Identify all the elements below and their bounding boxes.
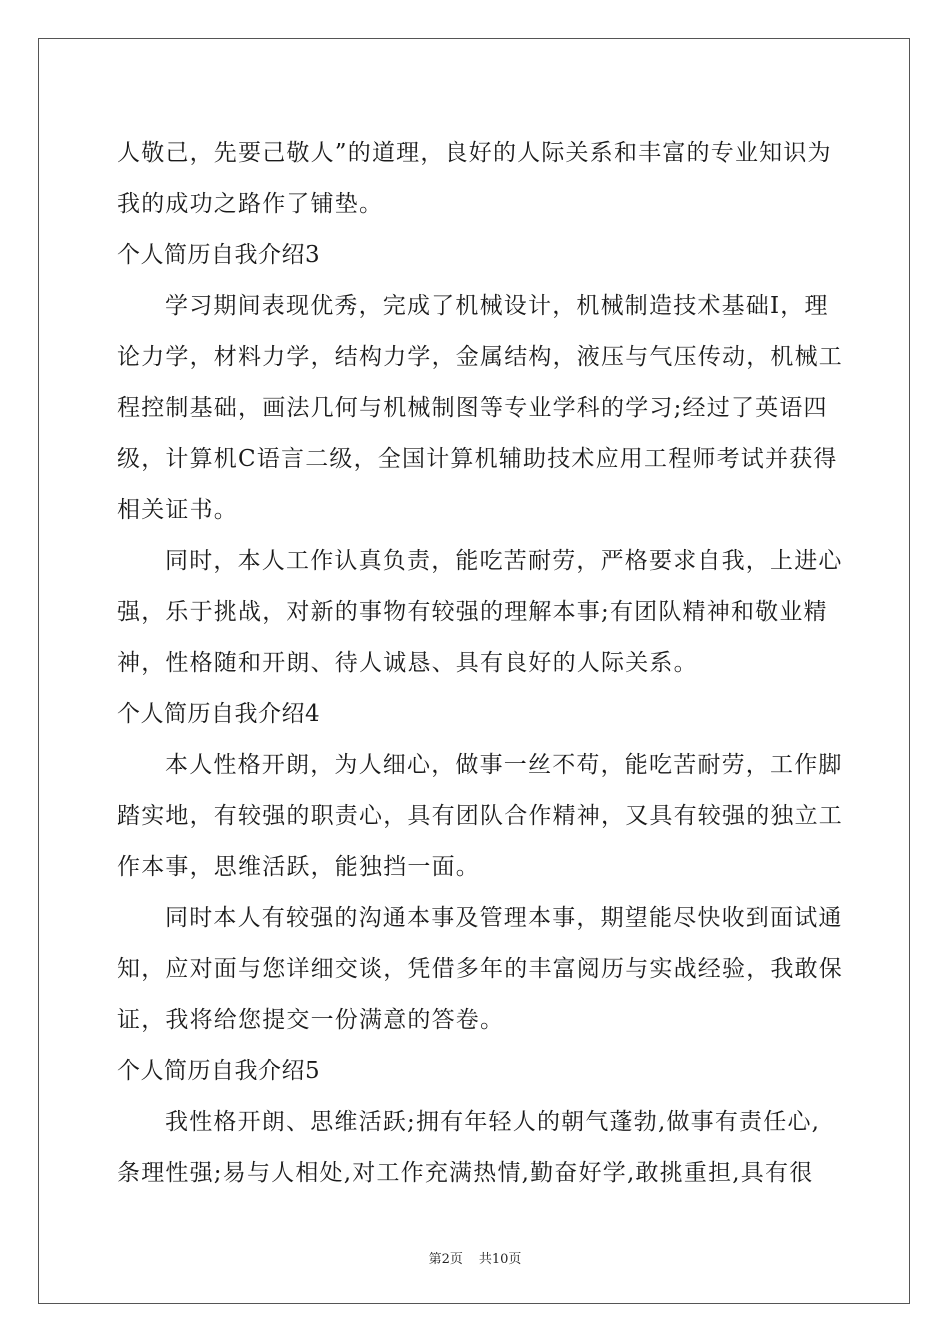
page-number: 第2页 xyxy=(428,1252,463,1267)
page-footer xyxy=(0,1248,950,1267)
document-body xyxy=(117,128,843,1199)
paragraph-first-line: 本人性格开朗，为人细心，做事一丝不苟，能吃苦耐劳，工作脚 xyxy=(165,752,843,778)
section-heading: 个人简历自我介绍5 xyxy=(117,1058,321,1084)
text-line: 神，性格随和开朗、待人诚恳、具有良好的人际关系。 xyxy=(117,650,698,676)
section-heading: 个人简历自我介绍4 xyxy=(117,701,321,727)
text-line: 踏实地，有较强的职责心，具有团队合作精神，又具有较强的独立工 xyxy=(117,803,843,829)
page-total: 共10页 xyxy=(478,1252,522,1267)
paragraph-first-line: 同时本人有较强的沟通本事及管理本事，期望能尽快收到面试通 xyxy=(165,905,843,931)
text-line: 条理性强;易与人相处,对工作充满热情,勤奋好学,敢挑重担,具有很 xyxy=(117,1160,814,1186)
paragraph-first-line: 学习期间表现优秀，完成了机械设计，机械制造技术基础Ⅰ，理 xyxy=(165,293,829,319)
section-heading: 个人简历自我介绍3 xyxy=(117,242,321,268)
text-line: 我的成功之路作了铺垫。 xyxy=(117,191,384,217)
text-line: 相关证书。 xyxy=(117,497,238,523)
text-line: 证，我将给您提交一份满意的答卷。 xyxy=(117,1007,505,1033)
text-line: 强，乐于挑战，对新的事物有较强的理解本事;有团队精神和敬业精 xyxy=(117,599,828,625)
text-line: 知，应对面与您详细交谈，凭借多年的丰富阅历与实战经验，我敢保 xyxy=(117,956,843,982)
text-line: 作本事，思维活跃，能独挡一面。 xyxy=(117,854,480,880)
text-line: 论力学，材料力学，结构力学，金属结构，液压与气压传动，机械工 xyxy=(117,344,843,370)
paragraph-first-line: 我性格开朗、思维活跃;拥有年轻人的朝气蓬勃,做事有责任心, xyxy=(165,1109,821,1135)
text-line: 人敬己，先要己敬人”的道理，良好的人际关系和丰富的专业知识为 xyxy=(117,140,832,166)
paragraph-first-line: 同时，本人工作认真负责，能吃苦耐劳，严格要求自我，上进心 xyxy=(165,548,843,574)
text-line: 级，计算机C语言二级，全国计算机辅助技术应用工程师考试并获得 xyxy=(117,446,838,472)
text-line: 程控制基础，画法几何与机械制图等专业学科的学习;经过了英语四 xyxy=(117,395,828,421)
